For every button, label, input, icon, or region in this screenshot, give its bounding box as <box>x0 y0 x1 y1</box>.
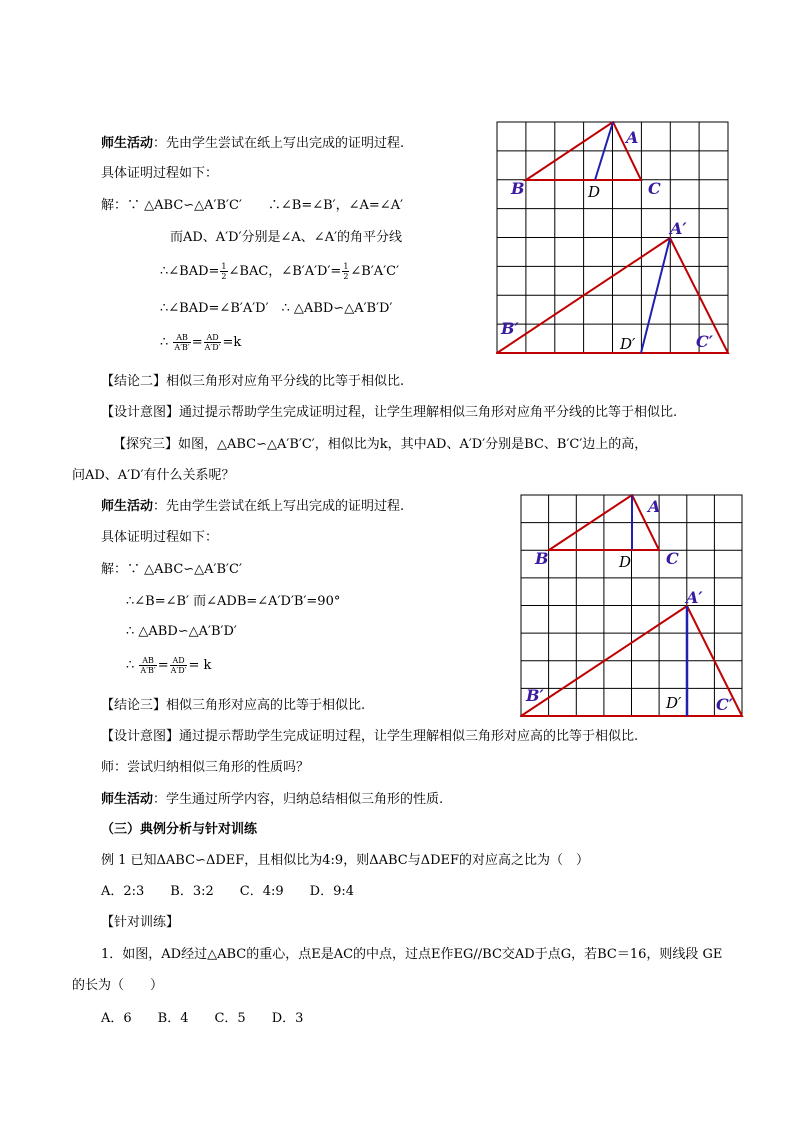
ratio-ab: $\frac{AB}{A'B'}$ <box>174 333 190 352</box>
label2-d-prime: D′ <box>666 694 682 712</box>
teacher-question: 师：尝试归纳相似三角形的性质吗？ <box>101 760 310 775</box>
proof-line-3 <box>160 262 399 281</box>
proof2-line-1: 解：∵ △ABC∽△A′B′C′ <box>101 562 242 577</box>
question-1-line-2: 的长为（ ） <box>72 978 164 993</box>
half-fraction-2: $\frac{1}{2}$ <box>343 262 349 281</box>
label-c-prime: C′ <box>696 332 713 351</box>
label2-d: D <box>619 553 632 571</box>
label2-c-prime: C′ <box>716 695 733 714</box>
question-1-line-1: 1．如图，AD经过△ABC的重心，点E是AC的中点，过点E作EG//BC交AD于点G，若BC＝16，则线段 GE <box>101 947 723 962</box>
training-label: 【针对训练】 <box>101 915 180 930</box>
explore3-line-1: 【探究三】如图，△ABC∽△A′B′C′，相似比为k，其中AD、A′D′分别是BC、B′C′边上的高， <box>113 437 648 452</box>
label2-c: C <box>666 549 679 568</box>
proof-line-5: ∴ $\frac{AB}{A'B'}$ = $\frac{AD}{A'D'}$ =k <box>160 333 242 352</box>
ratio-ad: $\frac{AD}{A'D'}$ <box>204 333 221 352</box>
label-a-prime: A′ <box>670 219 687 238</box>
design-intent-2: 【设计意图】通过提示帮助学生完成证明过程，让学生理解相似三角形对应高的比等于相似比. <box>101 729 639 744</box>
activity-text: ：先由学生尝试在纸上写出完成的证明过程. <box>153 136 405 151</box>
conclusion-2: 【结论二】相似三角形对应角平分线的比等于相似比. <box>101 374 405 389</box>
example-1: 例 1 已知ΔABC∽ΔDEF，且相似比为4:9，则ΔABC与ΔDEF的对应高之比为（ ） <box>101 853 590 868</box>
proof-line-1: 解：∵ △ABC∽△A′B′C′ ∴∠B=∠B′，∠A=∠A′ <box>101 198 404 213</box>
figure-altitude <box>520 494 744 718</box>
proof2-line-4: ∴ $\frac{AB}{A'B'}$ = $\frac{AD}{A'D'}$ = k <box>126 656 212 675</box>
example-1-options: A．2:3 B．3:2 C．4:9 D．9:4 <box>101 884 354 899</box>
proof2-line-2: ∴∠B=∠B′ 而∠ADB=∠A′D′B′=90° <box>126 594 341 609</box>
label-c: C <box>648 179 661 198</box>
proof-intro-1: 具体证明过程如下： <box>101 166 219 181</box>
conclusion-3: 【结论三】相似三角形对应高的比等于相似比. <box>101 698 366 713</box>
label2-b: B <box>535 549 549 568</box>
proof-intro-2: 具体证明过程如下： <box>101 530 219 545</box>
explore3-line-2: 问AD、A′D′有什么关系呢？ <box>72 468 235 483</box>
ratio2-ab: $\frac{AB}{A'B'}$ <box>140 656 156 675</box>
section3-heading: （三）典例分析与针对训练 <box>101 822 258 837</box>
activity-line-2: 师生活动：先由学生尝试在纸上写出完成的证明过程. <box>101 499 405 514</box>
proof-line-3a: ∴∠BAD= <box>160 264 220 279</box>
design-intent-1: 【设计意图】通过提示帮助学生完成证明过程，让学生理解相似三角形对应角平分线的比等于相似比. <box>101 405 678 420</box>
proof-line-4: ∴∠BAD=∠B′A′D′ ∴ △ABD∽△A′B′D′ <box>160 301 393 316</box>
question-1-options: A．6 B．4 C．5 D．3 <box>101 1011 304 1026</box>
figure-angle-bisector <box>496 121 730 355</box>
activity-label: 师生活动 <box>101 136 154 151</box>
label-d: D <box>588 183 601 201</box>
proof-line-2: 而AD、A′D′分别是∠A、∠A′的角平分线 <box>170 230 403 245</box>
half-fraction: $\frac{1}{2}$ <box>221 262 227 281</box>
grid <box>497 122 728 353</box>
label-d-prime: D′ <box>620 335 636 353</box>
label-a: A <box>626 128 639 147</box>
proof-line-3b: ∠BAC，∠B′A′D′= <box>228 264 342 279</box>
activity-line-1 <box>101 135 404 153</box>
ratio2-ad: $\frac{AD}{A'D'}$ <box>170 656 187 675</box>
label-b: B <box>511 179 525 198</box>
label2-b-prime: B′ <box>526 686 544 705</box>
label2-a: A <box>648 497 661 516</box>
label-b-prime: B′ <box>501 319 519 338</box>
proof-line-3c: ∠B′A′C′ <box>350 264 400 279</box>
activity-line-3: 师生活动：学生通过所学内容，归纳总结相似三角形的性质. <box>101 792 444 807</box>
proof2-line-3: ∴ △ABD∽△A′B′D′ <box>126 624 237 639</box>
label2-a-prime: A′ <box>686 588 703 607</box>
